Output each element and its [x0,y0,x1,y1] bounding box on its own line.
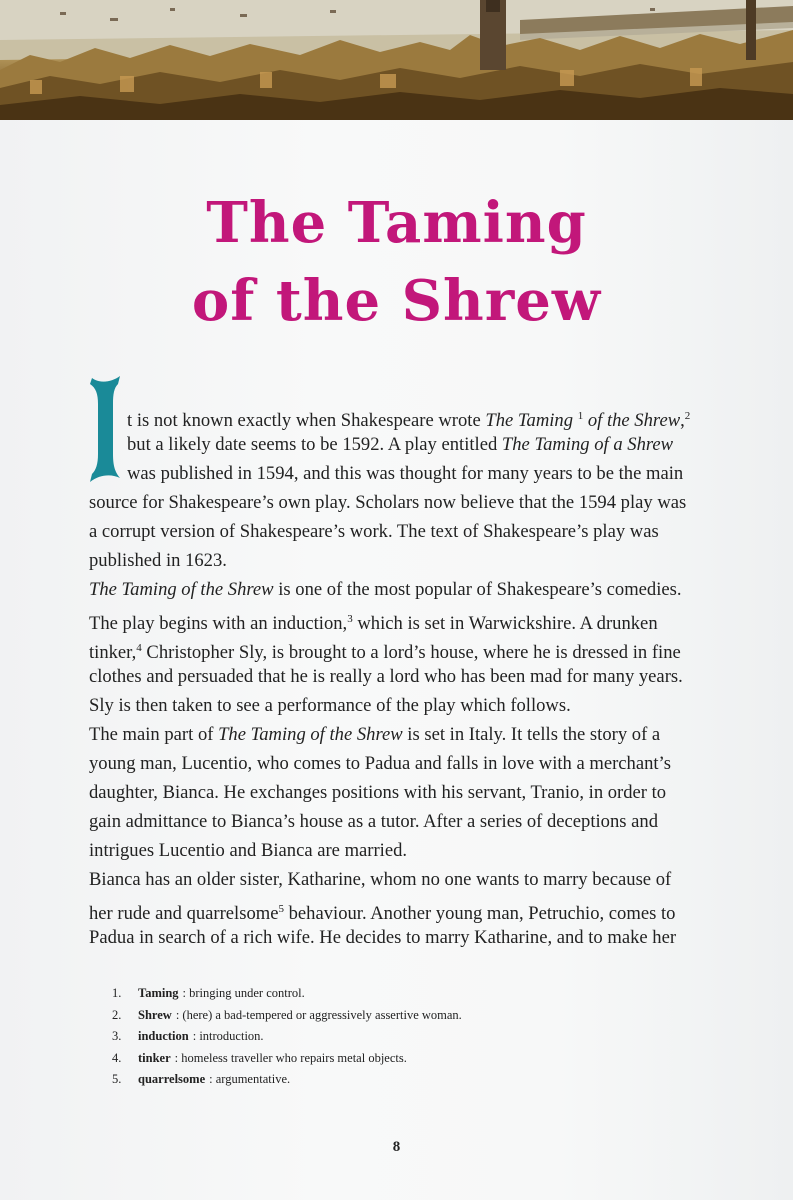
text-line: her rude and quarrelsome$^5$ behaviour. Another young man, Petruchio, comes to [89,903,676,924]
footnote-item: 3. induction : introduction. [112,1029,264,1043]
text-line: but a likely date seems to be 1592. A play entitled The Taming of a Shrew [127,434,674,455]
page-title-line-1: The Taming [206,190,587,256]
text-line: a corrupt version of Shakespeare’s work. The text of Shakespeare’s play was [89,521,659,542]
footnotes-list [112,983,672,1091]
text-line: was published in 1594, and this was thought for many years to be the main [127,463,684,484]
text-line: published in 1623. [89,550,227,571]
text-line: tinker,$^4$ Christopher Sly, is brought to a lord’s house, where he is dressed in fine [89,642,681,663]
footnote-item: 5. quarrelsome : argumentative. [112,1072,291,1086]
footnote-item: 1. Taming : bringing under control. [112,986,305,1000]
text-line: young man, Lucentio, who comes to Padua and falls in love with a merchant’s [89,753,671,774]
text-line: The Taming of the Shrew is one of the most popular of Shakespeare’s comedies. [89,579,682,600]
text-line: Padua in search of a rich wife. He decides to marry Katharine, and to make her [89,927,677,948]
text-line: clothes and persuaded that he is really a lord who has been mad for many years. [89,666,683,687]
footnote-item: 2. Shrew : (here) a bad-tempered or aggressively assertive woman. [112,1007,462,1022]
text-line: daughter, Bianca. He exchanges positions with his servant, Tranio, in order to [89,782,667,803]
text-line: The main part of The Taming of the Shrew is set in Italy. It tells the story of a [89,724,661,745]
page-title-line-2: of the Shrew [191,268,602,334]
text-line: Bianca has an older sister, Katharine, whom no one wants to marry because of [89,869,672,890]
text-line: gain admittance to Bianca’s house as a tutor. After a series of deceptions and [89,811,658,832]
text-line: Sly is then taken to see a performance of the play which follows. [89,695,571,716]
text-line: source for Shakespeare’s own play. Scholars now believe that the 1594 play was [89,492,687,513]
text-line: The play begins with an induction,$^3$ which is set in Warwickshire. A drunken [89,613,658,634]
text-line: intrigues Lucentio and Bianca are married. [89,840,408,861]
footnote-item: 4. tinker : homeless traveller who repairs metal objects. [112,1050,407,1065]
city-skyline-illustration [0,0,793,120]
page-number: 8 [392,1139,401,1155]
drop-cap-letter-i [86,374,124,484]
text-line: t is not known exactly when Shakespeare wrote The Taming $^1$ of the Shrew,$^2$ [127,410,691,431]
header-painting-banner [0,0,793,120]
